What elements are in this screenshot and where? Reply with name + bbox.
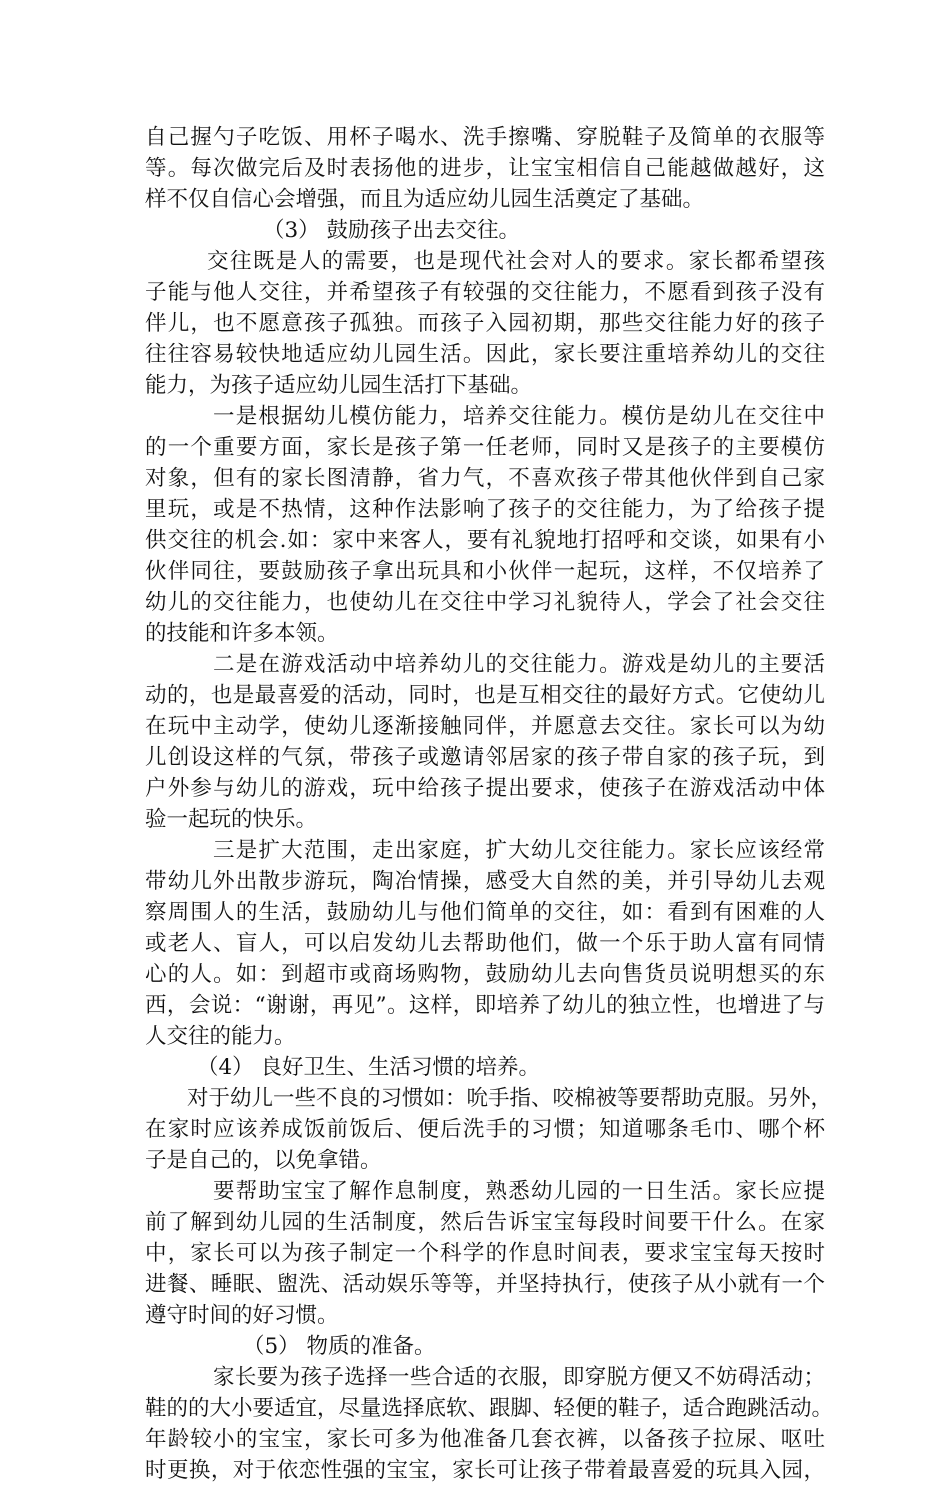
text-line: 户外参与幼儿的游戏，玩中给孩子提出要求，使孩子在游戏活动中体: [145, 776, 825, 801]
text-line: 自己握勺子吃饭、用杯子喝水、洗手擦嘴、穿脱鞋子及简单的衣服等: [145, 125, 825, 150]
text-line: 时更换，对于依恋性强的宝宝，家长可让孩子带着最喜爱的玩具入园，: [145, 1458, 825, 1483]
text-line: 能力，为孩子适应幼儿园生活打下基础。: [145, 373, 533, 398]
text-line: 带幼儿外出散步游玩，陶冶情操，感受大自然的美，并引导幼儿去观: [145, 869, 825, 894]
text-line: 子能与他人交往，并希望孩子有较强的交往能力，不愿看到孩子没有: [145, 280, 825, 305]
text-line: 供交往的机会.如：家中来客人，要有礼貌地打招呼和交谈，如果有小: [145, 528, 825, 553]
text-line: 家长要为孩子选择一些合适的衣服，即穿脱方便又不妨碍活动；: [213, 1365, 825, 1390]
section-heading: （3） 鼓励孩子出去交往。: [263, 218, 521, 243]
text-line: 或老人、盲人，可以启发幼儿去帮助他们，做一个乐于助人富有同情: [145, 931, 825, 956]
text-line: 在家时应该养成饭前饭后、便后洗手的习惯；知道哪条毛巾、哪个杯: [145, 1117, 825, 1142]
text-line: 三是扩大范围，走出家庭，扩大幼儿交往能力。家长应该经常: [213, 838, 825, 863]
text-line: 伙伴同往，要鼓励孩子拿出玩具和小伙伴一起玩，这样，不仅培养了: [145, 559, 825, 584]
text-line: 前了解到幼儿园的生活制度，然后告诉宝宝每段时间要干什么。在家: [145, 1210, 825, 1235]
text-line: 动的，也是最喜爱的活动，同时，也是互相交往的最好方式。它使幼儿: [145, 683, 825, 708]
section-heading: （5） 物质的准备。: [243, 1334, 436, 1359]
document-body: [145, 122, 834, 1486]
text-line: 察周围人的生活，鼓励幼儿与他们简单的交往，如：看到有困难的人: [145, 900, 825, 925]
text-line: 年龄较小的宝宝，家长可多为他准备几套衣裤，以备孩子拉尿、呕吐: [145, 1427, 825, 1452]
text-line: 子是自己的，以免拿错。: [145, 1148, 382, 1173]
text-line: 一是根据幼儿模仿能力，培养交往能力。模仿是幼儿在交往中: [213, 404, 825, 429]
text-line: 往往容易较快地适应幼儿园生活。因此，家长要注重培养幼儿的交往: [145, 342, 825, 367]
text-line: 对象，但有的家长图清静，省力气，不喜欢孩子带其他伙伴到自己家: [145, 466, 825, 491]
text-line: 心的人。如：到超市或商场购物，鼓励幼儿去向售货员说明想买的东: [145, 962, 825, 987]
text-line: 里玩，或是不热情，这种作法影响了孩子的交往能力，为了给孩子提: [145, 497, 825, 522]
text-line: 要帮助宝宝了解作息制度，熟悉幼儿园的一日生活。家长应提: [213, 1179, 825, 1204]
text-line: 等。每次做完后及时表扬他的进步，让宝宝相信自己能越做越好，这: [145, 156, 825, 181]
text-line: 样不仅自信心会增强，而且为适应幼儿园生活奠定了基础。: [145, 187, 705, 212]
section-heading: （4） 良好卫生、生活习惯的培养。: [197, 1055, 541, 1080]
text-line: 鞋的的大小要适宜，尽量选择底软、跟脚、轻便的鞋子，适合跑跳活动。: [145, 1396, 834, 1421]
text-line: 对于幼儿一些不良的习惯如：吮手指、咬棉被等要帮助克服。另外，: [187, 1086, 833, 1111]
text-line: 进餐、睡眠、盥洗、活动娱乐等等，并坚持执行，使孩子从小就有一个: [145, 1272, 825, 1297]
text-line: 的一个重要方面，家长是孩子第一任老师，同时又是孩子的主要模仿: [145, 435, 825, 460]
text-line: 的技能和许多本领。: [145, 621, 339, 646]
text-line: 验一起玩的快乐。: [145, 807, 318, 832]
text-line: 遵守时间的好习惯。: [145, 1303, 339, 1328]
text-line: 二是在游戏活动中培养幼儿的交往能力。游戏是幼儿的主要活: [213, 652, 825, 677]
text-line: 在玩中主动学，使幼儿逐渐接触同伴，并愿意去交往。家长可以为幼: [145, 714, 825, 739]
text-line: 幼儿的交往能力，也使幼儿在交往中学习礼貌待人，学会了社会交往: [145, 590, 825, 615]
text-line: 伴儿，也不愿意孩子孤独。而孩子入园初期，那些交往能力好的孩子: [145, 311, 825, 336]
text-line: 西，会说：“谢谢，再见”。这样，即培养了幼儿的独立性，也增进了与: [145, 993, 825, 1018]
text-line: 人交往的能力。: [145, 1024, 296, 1049]
text-line: 中，家长可以为孩子制定一个科学的作息时间表，要求宝宝每天按时: [145, 1241, 825, 1266]
text-line: 交往既是人的需要，也是现代社会对人的要求。家长都希望孩: [207, 249, 825, 274]
text-line: 儿创设这样的气氛，带孩子或邀请邻居家的孩子带自家的孩子玩，到: [145, 745, 825, 770]
